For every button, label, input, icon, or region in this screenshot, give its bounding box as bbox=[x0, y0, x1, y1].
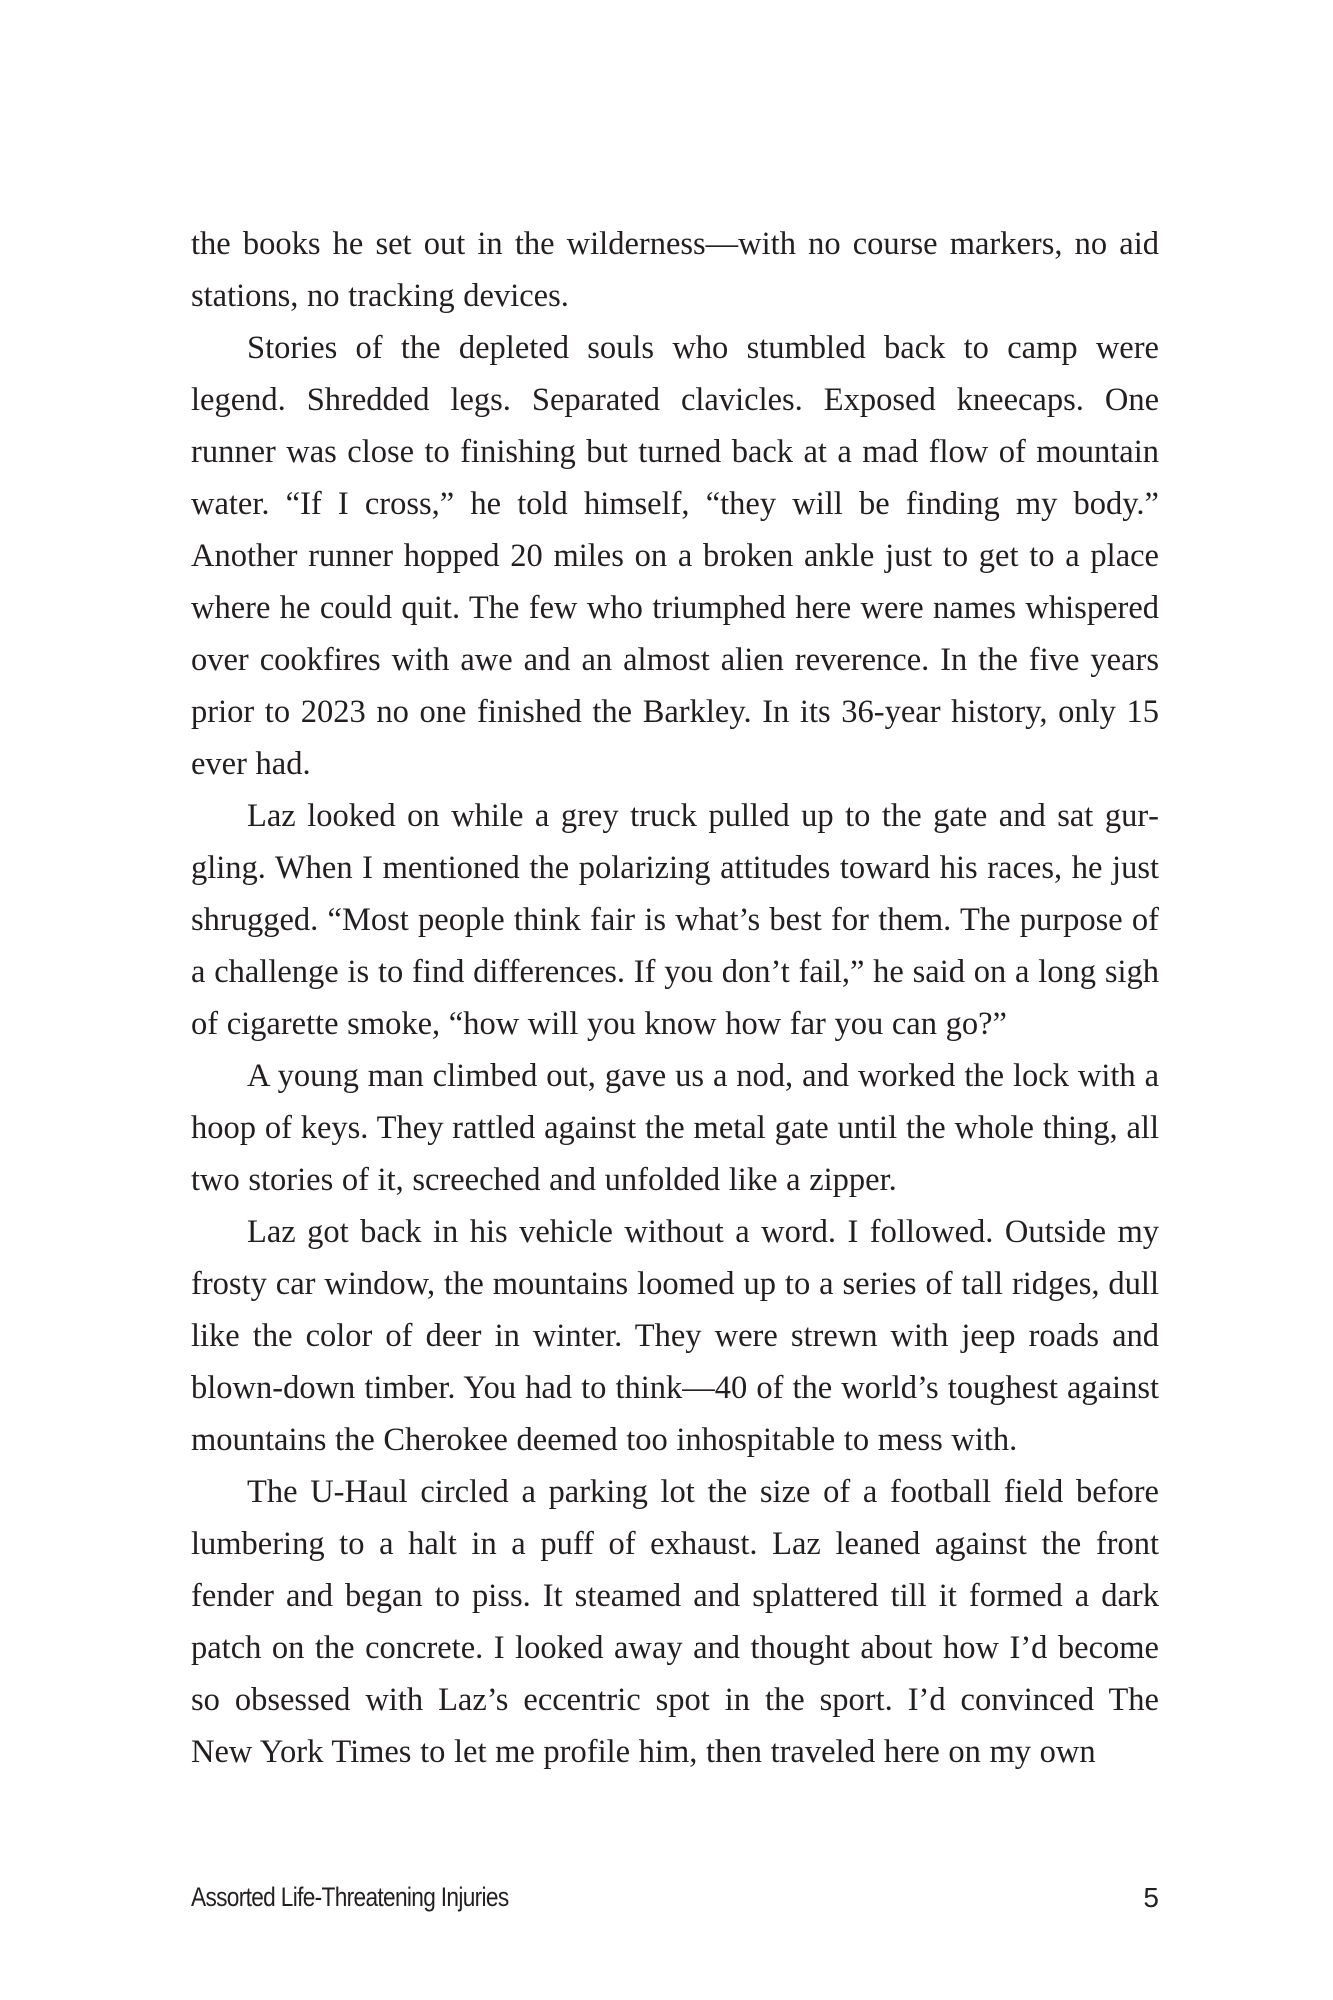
page-number: 5 bbox=[1143, 1882, 1159, 1913]
paragraph: Stories of the depleted souls who stumbled back to camp were legend. Shredded legs. Separated clavicles. Exposed kneecaps. One runner was close to finishing but turned back at a mad flow of mountain water. “If I cross,” he told himself, “they will be finding my body.” Another runner hopped 20 miles on a broken ankle just to get to a place where he could quit. The few who triumphed here were names whispered over cookfires with awe and an almost alien reverence. In the five years prior to 2023 no one finished the Barkley. In its 36-year history, only 15 ever had. bbox=[191, 330, 1159, 782]
paragraph: Laz looked on while a grey truck pulled up to the gate and sat gurgling. When I mentioned the polarizing attitudes toward his races, he just shrugged. “Most people think fair is what’s best for them. The purpose of a challenge is to find differences. If you don’t fail,” he said on a long sigh of cigarette smoke, “how will you know how far you can go?” bbox=[191, 798, 1159, 1042]
paragraph: A young man climbed out, gave us a nod, and worked the lock with a hoop of keys. They rattled against the metal gate until the whole thing, all two stories of it, screeched and unfolded like a zipper. bbox=[191, 1058, 1159, 1198]
page-footer bbox=[191, 1882, 1159, 1922]
paragraph: the books he set out in the wilderness—with no course markers, no aid stations, no tracking devices. bbox=[191, 226, 1159, 314]
paragraph: The U-Haul circled a parking lot the size of a football field before lumbering to a halt in a puff of exhaust. Laz leaned against the front fender and began to piss. It steamed and splattered till it formed a dark patch on the concrete. I looked away and thought about how I’d become so obsessed with Laz’s eccentric spot in the sport. I’d convinced The New York Times to let me profile him, then traveled here on my own bbox=[191, 1474, 1159, 1770]
page-body bbox=[191, 218, 1159, 1778]
paragraph: Laz got back in his vehicle without a word. I followed. Outside my frosty car window, the mountains loomed up to a series of tall ridges, dull like the color of deer in winter. They were strewn with jeep roads and blown-down timber. You had to think—40 of the world’s toughest against mountains the Cherokee deemed too inhospitable to mess with. bbox=[191, 1214, 1159, 1458]
running-title: Assorted Life-Threatening Injuries bbox=[191, 1882, 509, 1912]
